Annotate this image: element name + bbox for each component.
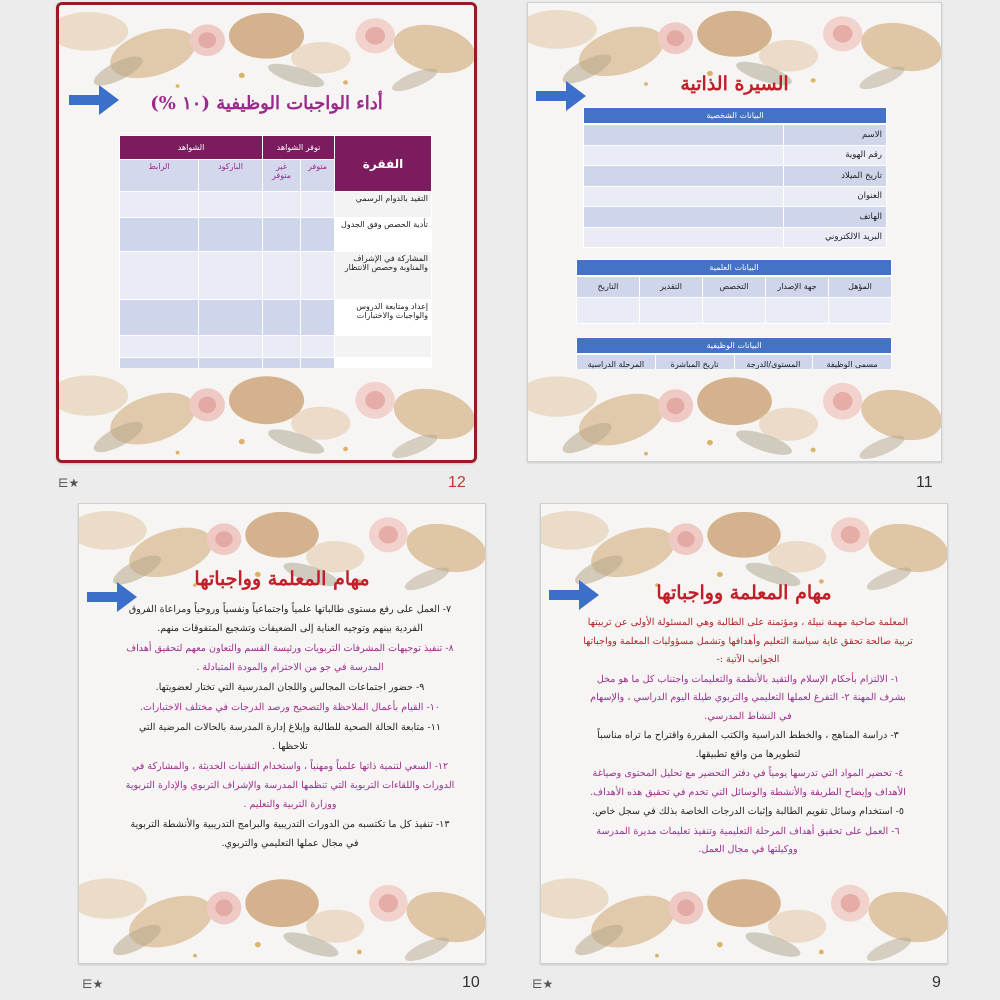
slide-body-text: [125, 600, 455, 854]
slide-title: مهام المعلمة وواجباتها: [656, 582, 832, 604]
subheader-not-available: غير متوفر: [263, 160, 301, 192]
floral-decoration-bottom: [541, 871, 947, 963]
slide-thumbnail-10[interactable]: [78, 503, 486, 964]
table-row-label: التقيد بالدوام الرسمي: [335, 192, 432, 218]
academic-data-table: [576, 259, 892, 324]
slide-thumbnail-12[interactable]: [56, 2, 477, 463]
subheader-available: متوفر: [301, 160, 335, 192]
slide-title: السيرة الذاتية: [680, 73, 789, 95]
personal-data-header: البيانات الشخصية: [583, 107, 887, 124]
slide-title: أداء الواجبات الوظيفية (١٠ %): [150, 93, 383, 114]
paragraph: ١١- متابعة الحالة الصحية للطالبة وإبلاغ إدارة المدرسة بالحالات المرضية التي تلاحظها .: [138, 722, 442, 752]
field-label: العنوان: [783, 186, 886, 207]
column-header: تاريخ المباشرة: [655, 355, 734, 376]
floral-decoration-top: [59, 5, 474, 93]
star-icon[interactable]: ⋿★: [532, 977, 554, 991]
paragraph: ٧- العمل على رفع مستوى طالباتها علمياً واجتماعياً ونفسياً وروحياً ومراعاة الفروق الفردية بينهم وتوجيه العناية إلى الضعيفات وتشجيع المتفوقات منهم.: [128, 604, 452, 634]
slide-body-text: [583, 614, 913, 861]
column-header: التقدير: [640, 277, 703, 298]
table-row-label: إعداد ومتابعة الدروس والواجبات والاختبارات: [335, 300, 432, 336]
header-evidence: الشواهد: [120, 136, 263, 160]
field-label: الهاتف: [783, 207, 886, 228]
star-icon[interactable]: ⋿★: [58, 476, 80, 490]
paragraph: ٨- تنفيذ توجيهات المشرفات التربويات ورئيسة القسم والتعاون معهم لتحقيق أهداف المدرسة في جو من الاحترام والمودة المتبادلة .: [126, 643, 454, 673]
header-availability: توفر الشواهد: [263, 136, 335, 160]
floral-decoration-top: [541, 504, 947, 592]
column-header: التخصص: [703, 277, 766, 298]
column-header: المستوى/الدرجة: [734, 355, 813, 376]
field-label: البريد الالكتروني: [783, 227, 886, 248]
slide-thumbnail-9[interactable]: [540, 503, 948, 964]
floral-decoration-bottom: [79, 871, 485, 963]
academic-data-header: البيانات العلمية: [576, 259, 892, 276]
slide-thumbnail-11[interactable]: [527, 2, 942, 462]
paragraph: ١٣- تنفيذ كل ما تكتسبه من الدورات التدريبية والبرامج التدريبية والأنشطة التربوية في مجال عملها التعليمي والتربوي.: [130, 819, 450, 849]
column-header: التاريخ: [577, 277, 640, 298]
paragraph: ١٠- القيام بأعمال الملاحظة والتصحيح ورصد الدرجات في مختلف الاختبارات.: [139, 702, 441, 713]
table-row-label: تأدية الحصص وفق الجدول: [335, 218, 432, 252]
header-item: الفقرة: [335, 136, 432, 192]
subheader-link: الرابط: [120, 160, 199, 192]
column-header: جهة الإصدار: [766, 277, 829, 298]
slide-number-11: 11: [916, 474, 933, 491]
field-label: رقم الهوية: [783, 145, 886, 166]
subheader-barcode: الباركود: [199, 160, 263, 192]
floral-decoration-bottom: [528, 369, 941, 461]
column-header: المؤهل: [829, 277, 892, 298]
paragraph: ١٢- السعي لتنمية ذاتها علمياً ومهنياً ، واستخدام التقنيات الحديثة ، والمشاركة في الدورات واللقاءات التربوية التي تنظمها المدرسة والإشراف التربوي والإدارة التربوية ووزارة التربية والتعليم .: [125, 761, 455, 810]
paragraph: ٦- العمل على تحقيق أهداف المرحلة التعليمية وتنفيذ تعليمات مديرة المدرسة ووكيلتها في مجال العمل.: [596, 825, 900, 855]
paragraph: ٤- تحضير المواد التي تدرسها يومياً في دفتر التحضير مع تحليل المحتوى وصياغة الأهداف وإيضاح الطريقة والأنشطة والوسائل التي تخدم في تحقيق هذه الأهداف.: [590, 768, 906, 798]
column-header: المرحلة الدراسية: [577, 355, 656, 376]
paragraph: المعلمة صاحبة مهمة نبيلة ، ومؤتمنة على الطالبة وهي المسئولة الأولى عن تربيتها تربية صالحة تحقق غاية سياسة التعليم وأهدافها وتشمل مسؤوليات المعلمة وواجباتها الجوانب الآتية :-: [583, 617, 913, 665]
job-data-header: البيانات الوظيفية: [576, 337, 892, 354]
field-label: الاسم: [783, 125, 886, 146]
table-row-label: [335, 336, 432, 358]
performance-table: [119, 135, 432, 382]
floral-decoration-bottom: [59, 368, 474, 460]
slide-number-12: 12: [448, 474, 466, 491]
column-header: مسمى الوظيفة: [813, 355, 892, 376]
paragraph: ١- الالتزام بأحكام الإسلام والتقيد بالأنظمة والتعليمات واجتناب كل ما هو مخل بشرف المهنة ٢- التفرغ لعملها التعليمي والتربوي طيلة اليوم الدراسي ، والإسهام في النشاط المدرسي.: [590, 673, 906, 722]
star-icon[interactable]: ⋿★: [82, 977, 104, 991]
table-row-label: المشاركة في الإشراف والمناوبة وحصص الانتظار: [335, 252, 432, 300]
slide-number-9: 9: [932, 974, 941, 991]
field-label: تاريخ الميلاد: [783, 166, 886, 187]
slide-number-10: 10: [462, 974, 480, 991]
paragraph: ٥- استخدام وسائل تقويم الطالبة وإثبات الدرجات الخاصة بذلك في سجل خاص.: [591, 806, 905, 817]
slide-title: مهام المعلمة وواجباتها: [194, 568, 370, 590]
paragraph: ٣- دراسة المناهج ، والخطط الدراسية والكتب المقررة واقتراح ما تراه مناسباً لتطويرها من واقع تطبيقها.: [597, 730, 899, 760]
personal-data-table: [583, 107, 887, 248]
paragraph: ٩- حضور اجتماعات المجالس واللجان المدرسية التي تختار لعضويتها.: [155, 682, 425, 693]
